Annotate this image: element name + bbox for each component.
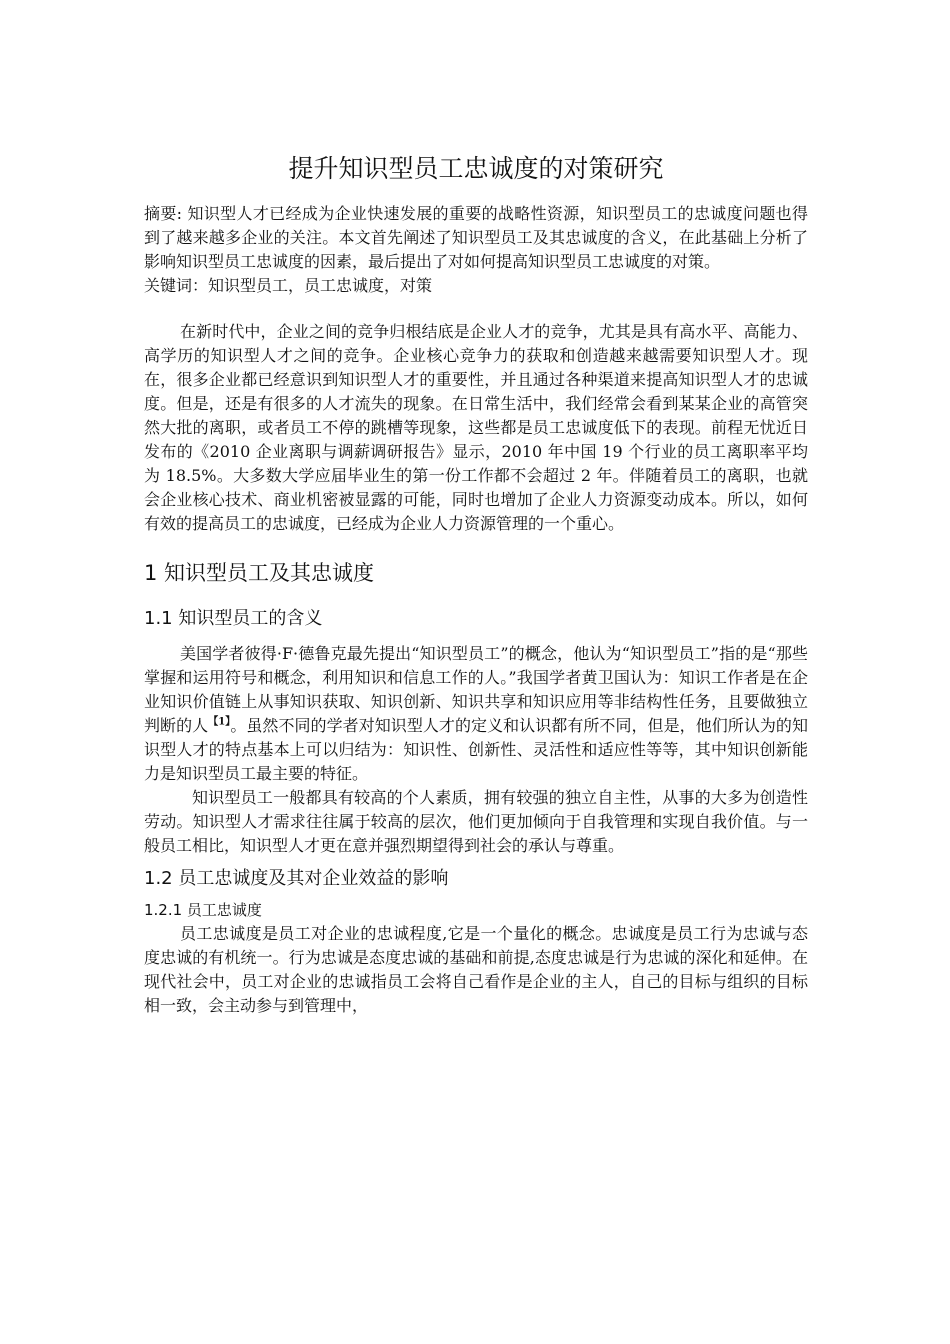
intro-paragraph: 在新时代中，企业之间的竞争归根结底是企业人才的竞争，尤其是具有高水平、高能力、高学历的知识型人才之间的竞争。企业核心竞争力的获取和创造越来越需要知识型人才。现在，很多企业都已经意识到知识型人才的重要性，并且通过各种渠道来提高知识型人才的忠诚度。但是，还是有很多的人才流失的现象。在日常生活中，我们经常会看到某某企业的高管突然大批的离职，或者员工不停的跳槽等现象，这些都是员工忠诚度低下的表现。前程无忧近日发布的《2010 企业离职与调薪调研报告》显示，2010 年中国 19 个行业的员工离职率平均为 18.5%。大多数大学应届毕业生的第一份工作都不会超过 2 年。伴随着员工的离职，也就会企业核心技术、商业机密被显露的可能，同时也增加了企业人力资源变动成本。所以，如何有效的提高员工的忠诚度，已经成为企业人力资源管理的一个重心。 bbox=[144, 322, 808, 533]
citation-reference: 【1】 bbox=[208, 716, 231, 728]
keywords-line: 关键词：知识型员工，员工忠诚度，对策 bbox=[144, 276, 433, 295]
document-title: 提升知识型员工忠诚度的对策研究 bbox=[288, 154, 664, 183]
section-1-2-1-heading: 1.2.1 员工忠诚度 bbox=[144, 901, 262, 919]
section-1-1-paragraph-1 bbox=[144, 642, 808, 786]
paragraph-text: 美国学者彼得·F·德鲁克最先提出“知识型员工”的概念，他认为“知识型员工”指的是“那些掌握和运用符号和概念，利用知识和信息工作的人。”我国学者黄卫国认为：知识工作者是在企业知识价值链上从事知识获取、知识创新、知识共享和知识应用等非结构性任务，且要做独立判断的人 bbox=[144, 644, 808, 735]
paragraph-text: 。虽然不同的学者对知识型人才的定义和认识都有所不同，但是，他们所认为的知识型人才的特点基本上可以归结为：知识性、创新性、灵活性和适应性等等，其中知识创新能力是知识型员工最主要的特征。 bbox=[144, 716, 808, 783]
section-1-2-1-paragraph: 员工忠诚度是员工对企业的忠诚程度,它是一个量化的概念。忠诚度是员工行为忠诚与态度忠诚的有机统一。行为忠诚是态度忠诚的基础和前提,态度忠诚是行为忠诚的深化和延伸。在现代社会中，员工对企业的忠诚指员工会将自己看作是企业的主人，自己的目标与组织的目标相一致，会主动参与到管理中， bbox=[144, 924, 808, 1015]
section-1-heading: 1 知识型员工及其忠诚度 bbox=[144, 561, 375, 585]
blank-line bbox=[144, 298, 808, 320]
document-body bbox=[144, 152, 808, 1018]
section-1-1-paragraph-2: 知识型员工一般都具有较高的个人素质，拥有较强的独立自主性，从事的大多为创造性劳动。知识型人才需求往往属于较高的层次，他们更加倾向于自我管理和实现自我价值。与一般员工相比，知识型人才更在意并强烈期望得到社会的承认与尊重。 bbox=[144, 788, 808, 855]
section-1-1-heading: 1.1 知识型员工的含义 bbox=[144, 608, 323, 629]
abstract-paragraph: 摘要: 知识型人才已经成为企业快速发展的重要的战略性资源，知识型员工的忠诚度问题也得到了越来越多企业的关注。本文首先阐述了知识型员工及其忠诚度的含义，在此基础上分析了影响知识型员工忠诚度的因素，最后提出了对如何提高知识型员工忠诚度的对策。 bbox=[144, 204, 808, 271]
section-1-2-heading: 1.2 员工忠诚度及其对企业效益的影响 bbox=[144, 868, 449, 889]
